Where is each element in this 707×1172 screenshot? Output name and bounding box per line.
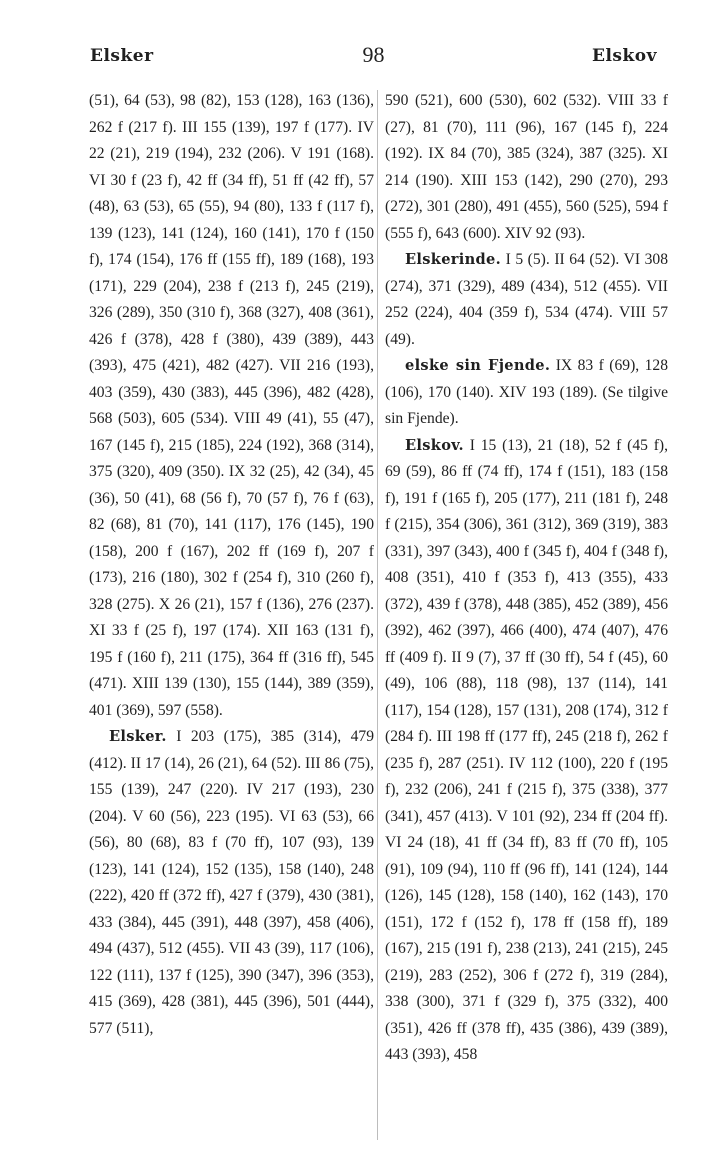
entry-references: (51), 64 (53), 98 (82), 153 (128), 163 (136), 262 f (217 f). III 155 (139), 197 f (177). IV 22 (21), 219 (194), 232 (206). V 191 (168). VI 30 f (23 f), 42 ff (34 ff), 51 ff (42 ff), 57 (48), 63 (53), 65 (55), 94 (80), 133 f (117 f), 139 (123), 141 (124), 160 (141), 170 f (150 f), 174 (154), 176 ff (155 ff), 189 (168), 193 (171), 229 (204), 238 f (213 f), 245 (219), 326 (289), 350 (310 f), 368 (327), 408 (361), 426 f (378), 428 f (380), 439 (389), 443 (393), 475 (421), 482 (427). VII 216 (193), 403 (359), 430 (383), 445 (396), 482 (428), 568 (503), 605 (534). VIII 49 (41), 55 (47), 167 (145 f), 215 (185), 224 (192), 368 (314), 375 (320), 409 (350). IX 32 (25), 42 (34), 45 (36), 50 (41), 68 (56 f), 70 (57 f), 76 f (63), 82 (68), 81 (70), 141 (117), 176 (145), 190 (158), 200 f (167), 202 ff (169 f), 207 f (173), 216 (180), 302 f (254 f), 310 (260 f), 328 (275). X 26 (21), 157 f (136), 276 (237). XI 33 f (25 f), 197 (174). XII 163 (131 f), 195 f (160 f), 211 (175), 364 ff (316 ff), 545 (471). XIII 139 (130), 155 (144), 389 (359), 401 (369), 597 (558).	[89, 92, 374, 719]
entry-references: IX 83 f (69), 128 (106), 170 (140). XIV 193 (189). (Se tilgive sin Fjende).	[385, 357, 668, 427]
column-divider	[377, 90, 378, 1140]
index-entry	[385, 247, 668, 353]
right-column	[385, 88, 668, 1069]
entry-references: I 5 (5). II 64 (52). VI 308 (274), 371 (329), 489 (434), 512 (455). VII 252 (224), 404 (359 f), 534 (474). VIII 57 (49).	[385, 251, 668, 348]
header-right-catchword: Elskov	[592, 46, 657, 66]
entry-lemma: Elsker.	[109, 728, 167, 745]
header-left-catchword: Elsker	[90, 46, 154, 66]
index-entry	[89, 724, 374, 1042]
entry-lemma: Elskerinde.	[405, 251, 501, 268]
page-header	[90, 42, 657, 72]
index-entry	[385, 353, 668, 433]
entry-lemma: Elskov.	[405, 436, 464, 454]
entry-references: I 203 (175), 385 (314), 479 (412). II 17 (14), 26 (21), 64 (52). III 86 (75), 155 (139), 247 (220). IV 217 (193), 230 (204). V 60 (56), 223 (195). VI 63 (53), 66 (56), 80 (68), 83 f (70 ff), 107 (93), 139 (123), 141 (124), 152 (135), 158 (140), 248 (222), 420 ff (372 ff), 427 f (379), 430 (381), 433 (384), 445 (391), 448 (397), 458 (406), 494 (437), 512 (455). VII 43 (39), 117 (106), 122 (111), 137 f (125), 390 (347), 396 (353), 415 (369), 428 (381), 445 (396), 501 (444), 577 (511),	[89, 728, 374, 1037]
index-entry	[385, 88, 668, 247]
entry-references: 590 (521), 600 (530), 602 (532). VIII 33 f (27), 81 (70), 111 (96), 167 (145 f), 224 (192). IX 84 (70), 385 (324), 387 (325). XI 214 (190). XIII 153 (142), 290 (270), 293 (272), 301 (280), 491 (455), 560 (525), 594 f (555 f), 643 (600). XIV 92 (93).	[385, 92, 668, 242]
page-number: 98	[362, 42, 385, 67]
entry-references: I 15 (13), 21 (18), 52 f (45 f), 69 (59), 86 ff (74 ff), 174 f (151), 183 (158 f), 191 f (165 f), 205 (177), 211 (181 f), 248 f (215), 354 (306), 361 (312), 369 (319), 383 (331), 397 (343), 400 f (345 f), 404 f (348 f), 408 (351), 410 f (353 f), 413 (355), 433 (372), 439 f (378), 448 (385), 452 (389), 456 (392), 462 (397), 466 (400), 474 (407), 476 ff (409 f). II 9 (7), 37 ff (30 ff), 54 f (45), 60 (49), 106 (88), 118 (98), 137 (114), 141 (117), 154 (128), 157 (131), 208 (174), 312 f (284 f). III 198 ff (177 ff), 245 (218 f), 262 f (235 f), 287 (251). IV 112 (100), 220 f (195 f), 232 (206), 241 f (215 f), 375 (338), 377 (341), 457 (413). V 101 (92), 234 ff (204 ff). VI 24 (18), 41 ff (34 ff), 83 ff (70 ff), 105 (91), 109 (94), 110 ff (96 ff), 141 (124), 144 (126), 145 (128), 158 (140), 162 (143), 170 (151), 172 f (152 f), 178 ff (158 ff), 189 (167), 215 (191 f), 238 (213), 241 (215), 245 (219), 283 (252), 306 f (272 f), 319 (284), 338 (300), 371 f (329 f), 375 (332), 400 (351), 426 ff (378 ff), 435 (386), 439 (389), 443 (393), 458	[385, 436, 668, 1063]
index-entry	[385, 433, 668, 1069]
left-column	[89, 88, 374, 1042]
index-entry	[89, 88, 374, 724]
entry-lemma: elske sin Fjende.	[405, 357, 551, 374]
